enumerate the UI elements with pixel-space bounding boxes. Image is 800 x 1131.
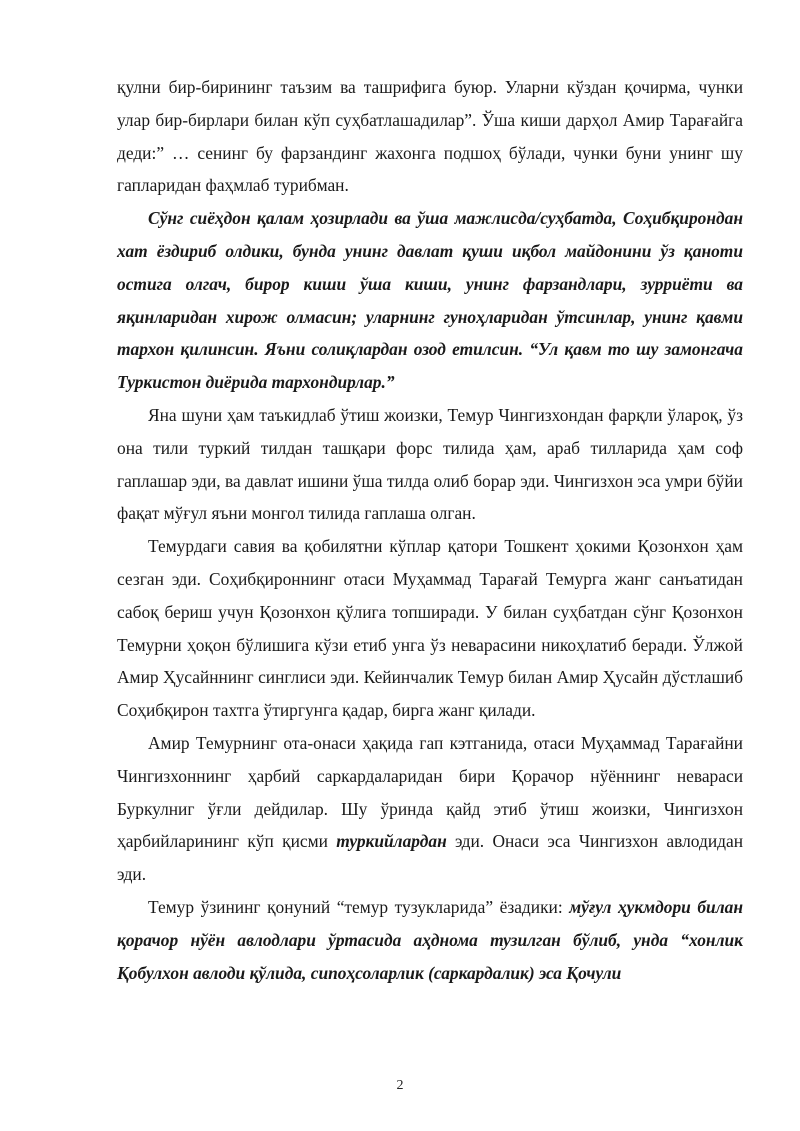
paragraph-6	[117, 891, 743, 989]
paragraph-5	[117, 727, 743, 891]
paragraph-6-text-a: Темур ўзининг қонуний “темур тузукларида” ёзадики:	[148, 896, 570, 917]
paragraph-1	[117, 71, 743, 202]
paragraph-1-text: қулни бир-бирининг таъзим ва ташрифига буюр. Уларни кўздан қочирма, чунки улар бир-бирлари билан кўп суҳбатлашадилар”. Ўша киши дарҳол Амир Тарағайга деди:” … сенинг бу фарзандинг жахонга подшоҳ бўлади, чунки буни унинг шу гапларидан фаҳмлаб турибман.	[117, 77, 743, 196]
paragraph-2-text: Сўнг сиёҳдон қалам ҳозирлади ва ўша мажлисда/суҳбатда, Соҳибқирондан хат ёздириб олдики, бунда унинг давлат қуши иқбол майдонини ўз қаноти остига олгач, бирор киши ўша киши, унинг фарзандлари, зурриёти ва яқинларидан хирож олмасин; уларнинг гуноҳларидан ўтсинлар, унинг қавми тархон қилинсин. Яъни солиқлардан озод етилсин. “Ул қавм то шу замонгача Туркистон диёрида тархондирлар.”	[117, 208, 743, 393]
paragraph-2	[117, 202, 743, 399]
paragraph-4-text: Темурдаги савия ва қобилятни кўплар қатори Тошкент ҳокими Қозонхон ҳам сезган эди. Соҳибқироннинг отаси Муҳаммад Тарағай Темурга жанг санъатидан сабоқ бериш учун Қозонхон қўлига топширади. У билан суҳбатдан сўнг Қозонхон Темурни ҳоқон бўлишига кўзи етиб унга ўз неварасини никоҳлатиб беради. Ўлжой Амир Ҳусайннинг синглиси эди. Кейинчалик Темур билан Амир Ҳусайн дўстлашиб Соҳибқирон тахтга ўтиргунга қадар, бирга жанг қилади.	[117, 536, 743, 721]
paragraph-5-text-b: эди. Онаси эса Чингизхон авлодидан эди.	[117, 831, 743, 885]
paragraph-5-emphasis: туркийлардан	[336, 831, 447, 852]
paragraph-3-text: Яна шуни ҳам таъкидлаб ўтиш жоизки, Темур Чингизхондан фарқли ўлароқ, ўз она тили туркий тилдан ташқари форс тилида ҳам, араб тилларида ҳам соф гаплашар эди, ва давлат ишини ўша тилда олиб борар эди. Чингизхон эса умри бўйи фақат мўғул яъни монгол тилида гаплаша олган.	[117, 404, 743, 524]
paragraph-5-text-a: Амир Темурнинг ота-онаси ҳақида гап кэтганида, отаси Муҳаммад Тарағайни Чингизхоннинг ҳарбий саркардаларидан бири Қорачор нўённинг невараси Буркулниг ўғли дейдилар. Шу ўринда қайд этиб ўтиш жоизки, Чингизхон ҳарбийларининг кўп қисми	[117, 732, 743, 852]
paragraph-3	[117, 399, 743, 530]
paragraph-4	[117, 530, 743, 727]
document-body	[117, 71, 743, 989]
page-number: 2	[396, 1078, 404, 1093]
paragraph-6-emphasis: мўғул ҳукмдори билан қорачор нўён авлодлари ўртасида аҳднома тузилган бўлиб, унда “хонлик Қобулхон авлоди қўлида, сипоҳсоларлик (саркардалик) эса Қочули	[117, 896, 743, 983]
